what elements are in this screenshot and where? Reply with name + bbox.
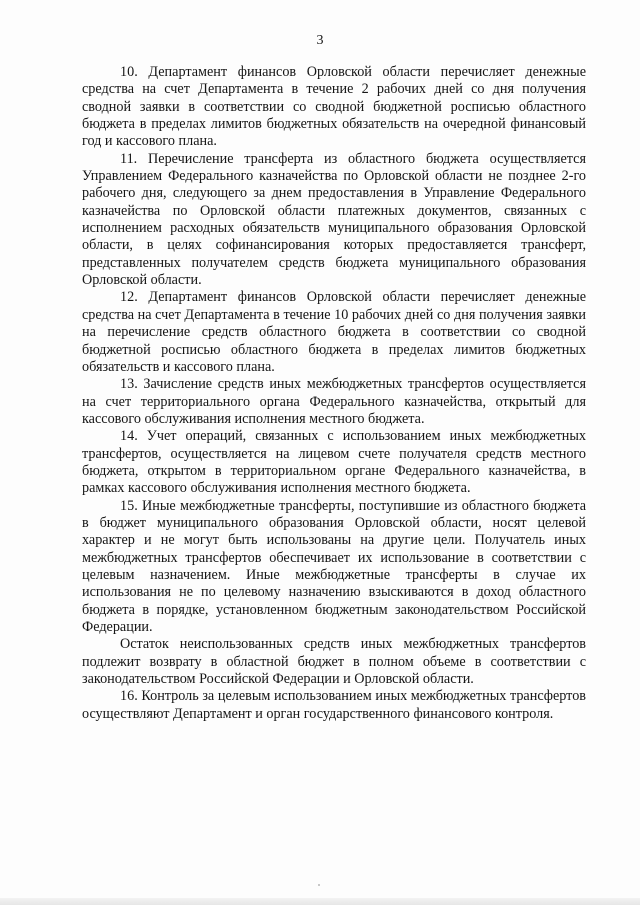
paragraph-16: 16. Контроль за целевым использованием иных межбюджетных трансфертов осуществляют Департамент и орган государственного финансового контроля. xyxy=(82,688,586,722)
page-number: 3 xyxy=(316,33,324,48)
paragraph-10: 10. Департамент финансов Орловской области перечисляет денежные средства на счет Департамента в течение 2 рабочих дней со дня получения сводной заявки в соответствии со сводной бюджетной росписью областного бюджета в пределах лимитов бюджетных обязательств на очередной финансовый год и кассового плана. xyxy=(82,64,586,150)
scan-speck xyxy=(318,884,320,886)
paragraph-14: 14. Учет операций, связанных с использованием иных межбюджетных трансфертов, осуществляется на лицевом счете получателя средств местного бюджета, открытом в территориальном органе Федерального казначейства, в рамках кассового обслуживания исполнения местного бюджета. xyxy=(82,428,586,497)
paragraph-13: 13. Зачисление средств иных межбюджетных трансфертов осуществляется на счет территориального органа Федерального казначейства, открытый для кассового обслуживания исполнения местного бюджета. xyxy=(82,376,586,427)
paragraph-15-remainder: Остаток неиспользованных средств иных межбюджетных трансфертов подлежит возврату в областной бюджет в полном объеме в соответствии с законодательством Российской Федерации и Орловской области. xyxy=(82,636,586,688)
paragraph-15: 15. Иные межбюджетные трансферты, поступившие из областного бюджета в бюджет муниципального образования Орловской области, носят целевой характер и не могут быть использованы на другие цели. Получатель иных межбюджетных трансфертов обеспечивает их использование в соответствии с целевым назначением. Иные межбюджетные трансферты в случае их использования не по целевому назначению взыскиваются в доход областного бюджета в порядке, установленном бюджетным законодательством Российской Федерации. xyxy=(82,497,586,635)
document-body xyxy=(82,64,586,723)
paragraph-12: 12. Департамент финансов Орловской области перечисляет денежные средства на счет Департамента в течение 10 рабочих дней со дня получения заявки на перечисление средств областного бюджета в соответствии со сводной бюджетной росписью областного бюджета в пределах лимитов бюджетных обязательств и кассового плана. xyxy=(82,289,586,375)
scan-bottom-edge xyxy=(0,898,640,905)
paragraph-11: 11. Перечисление трансферта из областного бюджета осуществляется Управлением Федерального казначейства по Орловской области не позднее 2-го рабочего дня, следующего за днем предоставления в Управление Федерального казначейства по Орловской области платежных документов, связанных с исполнением расходных обязательств муниципального образования Орловской области, в целях софинансирования которых предоставляется трансферт, представленных получателем средств бюджета муниципального образования Орловской области. xyxy=(82,150,586,289)
